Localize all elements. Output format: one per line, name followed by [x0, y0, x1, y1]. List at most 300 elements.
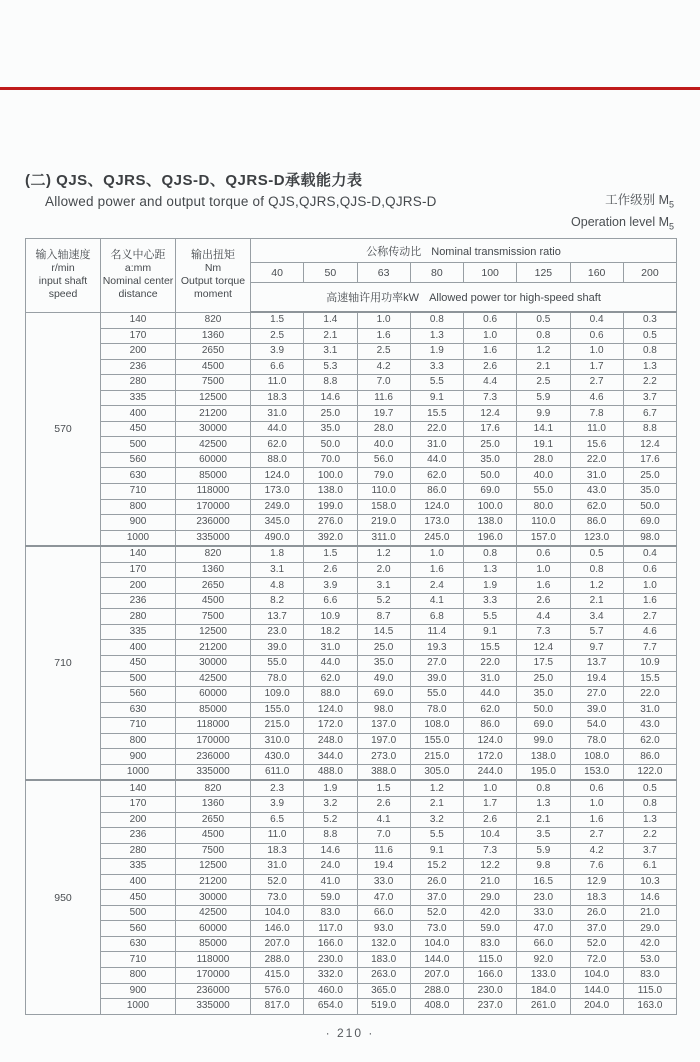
work-level-cn — [571, 192, 674, 214]
center-distance-cell: 140 — [101, 312, 176, 328]
center-distance-cell: 170 — [101, 796, 176, 812]
power-value-cell: 124.0 — [251, 468, 304, 484]
power-value-cell: 0.5 — [517, 312, 570, 328]
power-value-cell: 5.2 — [357, 593, 410, 609]
power-value-cell: 2.1 — [410, 796, 463, 812]
power-value-cell: 158.0 — [357, 499, 410, 515]
power-value-cell: 155.0 — [410, 733, 463, 749]
power-value-cell: 18.3 — [570, 890, 623, 906]
power-value-cell: 24.0 — [304, 859, 357, 875]
power-value-cell: 3.9 — [304, 578, 357, 594]
power-value-cell: 5.5 — [410, 828, 463, 844]
ratio-col-header: 80 — [410, 263, 463, 283]
power-value-cell: 73.0 — [410, 921, 463, 937]
power-value-cell: 576.0 — [251, 983, 304, 999]
center-distance-cell: 170 — [101, 562, 176, 578]
power-value-cell: 3.5 — [517, 828, 570, 844]
center-distance-cell: 236 — [101, 359, 176, 375]
output-torque-header-en1: Output torque — [180, 275, 246, 288]
power-value-cell: 13.7 — [251, 609, 304, 625]
output-torque-cell: 820 — [176, 780, 251, 796]
center-distance-cell: 710 — [101, 718, 176, 734]
power-value-cell: 3.7 — [623, 843, 676, 859]
power-value-cell: 39.0 — [570, 702, 623, 718]
output-torque-cell: 820 — [176, 312, 251, 328]
power-value-cell: 52.0 — [251, 874, 304, 890]
center-distance-cell: 236 — [101, 593, 176, 609]
table-row — [26, 593, 677, 609]
power-value-cell: 3.9 — [251, 344, 304, 360]
output-torque-cell: 2650 — [176, 578, 251, 594]
table-row — [26, 671, 677, 687]
power-value-cell: 6.5 — [251, 812, 304, 828]
power-value-cell: 11.4 — [410, 624, 463, 640]
input-speed-cell: 710 — [26, 546, 101, 780]
power-value-cell: 0.6 — [570, 780, 623, 796]
power-value-cell: 22.0 — [623, 687, 676, 703]
power-value-cell: 25.0 — [464, 437, 517, 453]
power-value-cell: 144.0 — [410, 952, 463, 968]
power-value-cell: 19.4 — [570, 671, 623, 687]
ratio-col-header: 125 — [517, 263, 570, 283]
center-distance-cell: 200 — [101, 812, 176, 828]
power-value-cell: 288.0 — [251, 952, 304, 968]
power-value-cell: 35.0 — [304, 421, 357, 437]
power-value-cell: 137.0 — [357, 718, 410, 734]
output-torque-cell: 85000 — [176, 936, 251, 952]
power-value-cell: 1.3 — [464, 562, 517, 578]
power-value-cell: 2.5 — [357, 344, 410, 360]
power-value-cell: 1.0 — [357, 312, 410, 328]
top-red-rule — [0, 87, 700, 90]
center-distance-cell: 450 — [101, 656, 176, 672]
power-value-cell: 66.0 — [357, 905, 410, 921]
table-row — [26, 733, 677, 749]
power-value-cell: 12.4 — [517, 640, 570, 656]
power-value-cell: 3.1 — [357, 578, 410, 594]
power-value-cell: 109.0 — [251, 687, 304, 703]
power-value-cell: 1.6 — [410, 562, 463, 578]
power-value-cell: 17.5 — [517, 656, 570, 672]
power-value-cell: 35.0 — [623, 484, 676, 500]
power-value-cell: 10.3 — [623, 874, 676, 890]
output-torque-cell: 170000 — [176, 499, 251, 515]
power-value-cell: 43.0 — [570, 484, 623, 500]
ratio-col-header: 63 — [357, 263, 410, 283]
center-distance-cell: 500 — [101, 905, 176, 921]
power-value-cell: 155.0 — [251, 702, 304, 718]
power-value-cell: 415.0 — [251, 967, 304, 983]
power-value-cell: 2.2 — [623, 828, 676, 844]
input-speed-header-en1: input shaft — [38, 275, 88, 288]
power-value-cell: 86.0 — [464, 718, 517, 734]
power-value-cell: 1.0 — [517, 562, 570, 578]
power-value-cell: 44.0 — [464, 687, 517, 703]
power-value-cell: 18.3 — [251, 390, 304, 406]
power-value-cell: 44.0 — [304, 656, 357, 672]
power-value-cell: 29.0 — [623, 921, 676, 937]
center-distance-cell: 900 — [101, 749, 176, 765]
output-torque-cell: 1360 — [176, 328, 251, 344]
capacity-table-body — [26, 312, 677, 1014]
power-value-cell: 69.0 — [464, 484, 517, 500]
power-value-cell: 1.5 — [357, 780, 410, 796]
power-value-cell: 10.9 — [304, 609, 357, 625]
table-row — [26, 843, 677, 859]
output-torque-cell: 170000 — [176, 733, 251, 749]
power-value-cell: 1.8 — [251, 546, 304, 562]
power-value-cell: 17.6 — [623, 452, 676, 468]
operation-level-block — [571, 192, 674, 235]
center-distance-cell: 140 — [101, 546, 176, 562]
power-value-cell: 490.0 — [251, 530, 304, 546]
power-value-cell: 62.0 — [304, 671, 357, 687]
center-distance-cell: 800 — [101, 499, 176, 515]
power-value-cell: 59.0 — [464, 921, 517, 937]
power-value-cell: 388.0 — [357, 764, 410, 780]
power-value-cell: 62.0 — [410, 468, 463, 484]
power-value-cell: 8.8 — [623, 421, 676, 437]
power-value-cell: 50.0 — [517, 702, 570, 718]
output-torque-cell: 60000 — [176, 921, 251, 937]
table-row — [26, 687, 677, 703]
power-value-cell: 144.0 — [570, 983, 623, 999]
output-torque-cell: 335000 — [176, 530, 251, 546]
power-value-cell: 10.4 — [464, 828, 517, 844]
power-value-cell: 62.0 — [251, 437, 304, 453]
power-value-cell: 2.1 — [304, 328, 357, 344]
title-block — [25, 169, 437, 209]
power-value-cell: 92.0 — [517, 952, 570, 968]
power-value-cell: 230.0 — [464, 983, 517, 999]
power-value-cell: 0.6 — [517, 546, 570, 562]
power-value-cell: 2.3 — [251, 780, 304, 796]
center-distance-cell: 1000 — [101, 764, 176, 780]
power-value-cell: 31.0 — [251, 406, 304, 422]
table-row — [26, 749, 677, 765]
output-torque-cell: 85000 — [176, 702, 251, 718]
power-value-cell: 2.6 — [517, 593, 570, 609]
power-value-cell: 28.0 — [517, 452, 570, 468]
power-value-cell: 408.0 — [410, 999, 463, 1015]
power-value-cell: 611.0 — [251, 764, 304, 780]
output-torque-cell: 21200 — [176, 874, 251, 890]
power-value-cell: 0.5 — [623, 328, 676, 344]
center-distance-cell: 335 — [101, 859, 176, 875]
center-distance-cell: 800 — [101, 967, 176, 983]
table-row — [26, 921, 677, 937]
output-torque-cell: 1360 — [176, 562, 251, 578]
power-value-cell: 5.5 — [410, 375, 463, 391]
power-value-cell: 86.0 — [623, 749, 676, 765]
power-value-cell: 52.0 — [570, 936, 623, 952]
power-value-cell: 15.6 — [570, 437, 623, 453]
output-torque-cell: 42500 — [176, 671, 251, 687]
power-value-cell: 27.0 — [410, 656, 463, 672]
power-value-cell: 123.0 — [570, 530, 623, 546]
power-value-cell: 23.0 — [251, 624, 304, 640]
power-value-cell: 53.0 — [623, 952, 676, 968]
power-value-cell: 2.0 — [357, 562, 410, 578]
power-value-cell: 8.2 — [251, 593, 304, 609]
output-torque-cell: 42500 — [176, 437, 251, 453]
power-value-cell: 37.0 — [570, 921, 623, 937]
power-value-cell: 1.6 — [623, 593, 676, 609]
power-value-cell: 311.0 — [357, 530, 410, 546]
power-value-cell: 124.0 — [464, 733, 517, 749]
power-value-cell: 2.5 — [517, 375, 570, 391]
power-value-cell: 25.0 — [357, 640, 410, 656]
power-value-cell: 1.3 — [410, 328, 463, 344]
power-value-cell: 69.0 — [357, 687, 410, 703]
power-value-cell: 2.1 — [517, 359, 570, 375]
center-distance-header-en1: Nominal center — [102, 275, 174, 288]
power-value-cell: 6.1 — [623, 859, 676, 875]
power-value-cell: 1.5 — [304, 546, 357, 562]
power-value-cell: 9.8 — [517, 859, 570, 875]
power-value-cell: 47.0 — [357, 890, 410, 906]
output-torque-cell: 820 — [176, 546, 251, 562]
power-value-cell: 99.0 — [517, 733, 570, 749]
power-value-cell: 98.0 — [623, 530, 676, 546]
power-value-cell: 12.4 — [623, 437, 676, 453]
input-speed-header-en2: speed — [48, 288, 78, 301]
power-value-cell: 83.0 — [623, 967, 676, 983]
power-value-cell: 817.0 — [251, 999, 304, 1015]
power-value-cell: 110.0 — [517, 515, 570, 531]
power-value-cell: 26.0 — [410, 874, 463, 890]
center-distance-cell: 900 — [101, 515, 176, 531]
power-value-cell: 23.0 — [517, 890, 570, 906]
power-value-cell: 44.0 — [410, 452, 463, 468]
power-value-cell: 2.7 — [623, 609, 676, 625]
power-header-cn: 高速轴许用功率kW — [326, 292, 420, 304]
center-distance-cell: 630 — [101, 468, 176, 484]
power-value-cell: 244.0 — [464, 764, 517, 780]
center-distance-cell: 140 — [101, 780, 176, 796]
ratio-header-en: Nominal transmission ratio — [431, 245, 561, 258]
power-value-cell: 31.0 — [251, 859, 304, 875]
power-value-cell: 4.1 — [410, 593, 463, 609]
capacity-table-header — [26, 239, 677, 313]
power-value-cell: 31.0 — [304, 640, 357, 656]
power-value-cell: 104.0 — [251, 905, 304, 921]
power-value-cell: 1.7 — [570, 359, 623, 375]
output-torque-cell: 60000 — [176, 452, 251, 468]
power-value-cell: 14.5 — [357, 624, 410, 640]
power-value-cell: 100.0 — [464, 499, 517, 515]
power-value-cell: 5.5 — [464, 609, 517, 625]
power-value-cell: 10.9 — [623, 656, 676, 672]
power-value-cell: 40.0 — [357, 437, 410, 453]
power-value-cell: 33.0 — [517, 905, 570, 921]
center-distance-cell: 630 — [101, 936, 176, 952]
power-value-cell: 33.0 — [357, 874, 410, 890]
table-row — [26, 905, 677, 921]
power-value-cell: 172.0 — [464, 749, 517, 765]
power-value-cell: 2.6 — [357, 796, 410, 812]
output-torque-cell: 30000 — [176, 421, 251, 437]
output-torque-header-cn: 输出扭矩 — [191, 249, 235, 262]
power-value-cell: 199.0 — [304, 499, 357, 515]
power-value-cell: 11.6 — [357, 843, 410, 859]
power-value-cell: 41.0 — [304, 874, 357, 890]
power-value-cell: 1.2 — [517, 344, 570, 360]
power-value-cell: 5.3 — [304, 359, 357, 375]
power-value-cell: 14.6 — [623, 890, 676, 906]
power-value-cell: 14.1 — [517, 421, 570, 437]
power-value-cell: 1.3 — [623, 359, 676, 375]
output-torque-cell: 118000 — [176, 952, 251, 968]
power-value-cell: 4.1 — [357, 812, 410, 828]
power-value-cell: 9.9 — [517, 406, 570, 422]
power-value-cell: 248.0 — [304, 733, 357, 749]
power-value-cell: 7.7 — [623, 640, 676, 656]
power-value-cell: 108.0 — [570, 749, 623, 765]
power-value-cell: 204.0 — [570, 999, 623, 1015]
table-row — [26, 499, 677, 515]
power-value-cell: 62.0 — [464, 702, 517, 718]
power-value-cell: 69.0 — [517, 718, 570, 734]
power-value-cell: 1.9 — [464, 578, 517, 594]
power-value-cell: 7.3 — [464, 390, 517, 406]
center-distance-cell: 400 — [101, 874, 176, 890]
power-value-cell: 4.4 — [517, 609, 570, 625]
power-value-cell: 7.3 — [517, 624, 570, 640]
table-row — [26, 890, 677, 906]
power-value-cell: 519.0 — [357, 999, 410, 1015]
table-row — [26, 828, 677, 844]
power-value-cell: 56.0 — [357, 452, 410, 468]
table-row — [26, 530, 677, 546]
power-value-cell: 86.0 — [570, 515, 623, 531]
work-level-en — [571, 214, 674, 236]
power-value-cell: 7.0 — [357, 828, 410, 844]
power-value-cell: 54.0 — [570, 718, 623, 734]
center-distance-cell: 280 — [101, 843, 176, 859]
power-value-cell: 1.2 — [410, 780, 463, 796]
power-value-cell: 13.7 — [570, 656, 623, 672]
work-level-cn-text: 工作级别 M — [605, 193, 669, 207]
power-value-cell: 1.6 — [517, 578, 570, 594]
power-value-cell: 9.1 — [410, 843, 463, 859]
table-row — [26, 764, 677, 780]
power-value-cell: 273.0 — [357, 749, 410, 765]
center-distance-header-unit: a:mm — [124, 262, 152, 275]
power-value-cell: 1.0 — [464, 780, 517, 796]
table-row — [26, 952, 677, 968]
power-value-cell: 78.0 — [570, 733, 623, 749]
work-level-en-subscript: 5 — [668, 221, 674, 231]
power-value-cell: 132.0 — [357, 936, 410, 952]
power-value-cell: 4.6 — [570, 390, 623, 406]
table-row — [26, 702, 677, 718]
table-row — [26, 983, 677, 999]
power-value-cell: 197.0 — [357, 733, 410, 749]
power-value-cell: 35.0 — [357, 656, 410, 672]
power-value-cell: 93.0 — [357, 921, 410, 937]
power-value-cell: 146.0 — [251, 921, 304, 937]
power-value-cell: 237.0 — [464, 999, 517, 1015]
power-value-cell: 263.0 — [357, 967, 410, 983]
power-value-cell: 133.0 — [517, 967, 570, 983]
center-distance-cell: 450 — [101, 890, 176, 906]
power-value-cell: 5.2 — [304, 812, 357, 828]
power-value-cell: 5.9 — [517, 390, 570, 406]
power-value-cell: 31.0 — [464, 671, 517, 687]
power-value-cell: 50.0 — [464, 468, 517, 484]
center-distance-cell: 200 — [101, 344, 176, 360]
table-row — [26, 578, 677, 594]
power-value-cell: 344.0 — [304, 749, 357, 765]
output-torque-cell: 12500 — [176, 390, 251, 406]
ratio-col-header: 200 — [623, 263, 676, 283]
power-value-cell: 0.8 — [410, 312, 463, 328]
power-value-cell: 25.0 — [517, 671, 570, 687]
output-torque-cell: 1360 — [176, 796, 251, 812]
output-torque-cell: 2650 — [176, 812, 251, 828]
table-row — [26, 344, 677, 360]
power-value-cell: 31.0 — [410, 437, 463, 453]
power-value-cell: 1.4 — [304, 312, 357, 328]
center-distance-cell: 280 — [101, 609, 176, 625]
power-value-cell: 15.5 — [410, 406, 463, 422]
output-torque-cell: 21200 — [176, 640, 251, 656]
output-torque-cell: 12500 — [176, 859, 251, 875]
ratio-col-header: 160 — [570, 263, 623, 283]
work-level-subscript: 5 — [668, 199, 674, 210]
output-torque-cell: 236000 — [176, 749, 251, 765]
power-value-cell: 6.8 — [410, 609, 463, 625]
power-value-cell: 49.0 — [357, 671, 410, 687]
power-value-cell: 7.3 — [464, 843, 517, 859]
power-value-cell: 8.8 — [304, 375, 357, 391]
power-value-cell: 21.0 — [623, 905, 676, 921]
power-value-cell: 195.0 — [517, 764, 570, 780]
table-row — [26, 437, 677, 453]
power-value-cell: 365.0 — [357, 983, 410, 999]
power-value-cell: 17.6 — [464, 421, 517, 437]
output-torque-cell: 7500 — [176, 375, 251, 391]
power-value-cell: 2.7 — [570, 375, 623, 391]
work-level-en-text: Operation level M — [571, 214, 669, 229]
power-value-cell: 173.0 — [251, 484, 304, 500]
power-value-cell: 1.9 — [410, 344, 463, 360]
power-value-cell: 261.0 — [517, 999, 570, 1015]
power-value-cell: 1.0 — [570, 344, 623, 360]
center-distance-cell: 710 — [101, 952, 176, 968]
power-value-cell: 1.0 — [464, 328, 517, 344]
power-value-cell: 55.0 — [251, 656, 304, 672]
power-value-cell: 0.6 — [464, 312, 517, 328]
power-header — [251, 283, 677, 313]
power-value-cell: 9.1 — [464, 624, 517, 640]
power-value-cell: 249.0 — [251, 499, 304, 515]
power-value-cell: 16.5 — [517, 874, 570, 890]
output-torque-cell: 118000 — [176, 718, 251, 734]
power-value-cell: 488.0 — [304, 764, 357, 780]
power-value-cell: 19.1 — [517, 437, 570, 453]
power-value-cell: 31.0 — [570, 468, 623, 484]
center-distance-cell: 170 — [101, 328, 176, 344]
output-torque-cell: 236000 — [176, 983, 251, 999]
power-value-cell: 22.0 — [570, 452, 623, 468]
power-value-cell: 0.8 — [623, 344, 676, 360]
power-value-cell: 183.0 — [357, 952, 410, 968]
ratio-col-header: 100 — [464, 263, 517, 283]
power-value-cell: 55.0 — [410, 687, 463, 703]
center-distance-cell: 900 — [101, 983, 176, 999]
